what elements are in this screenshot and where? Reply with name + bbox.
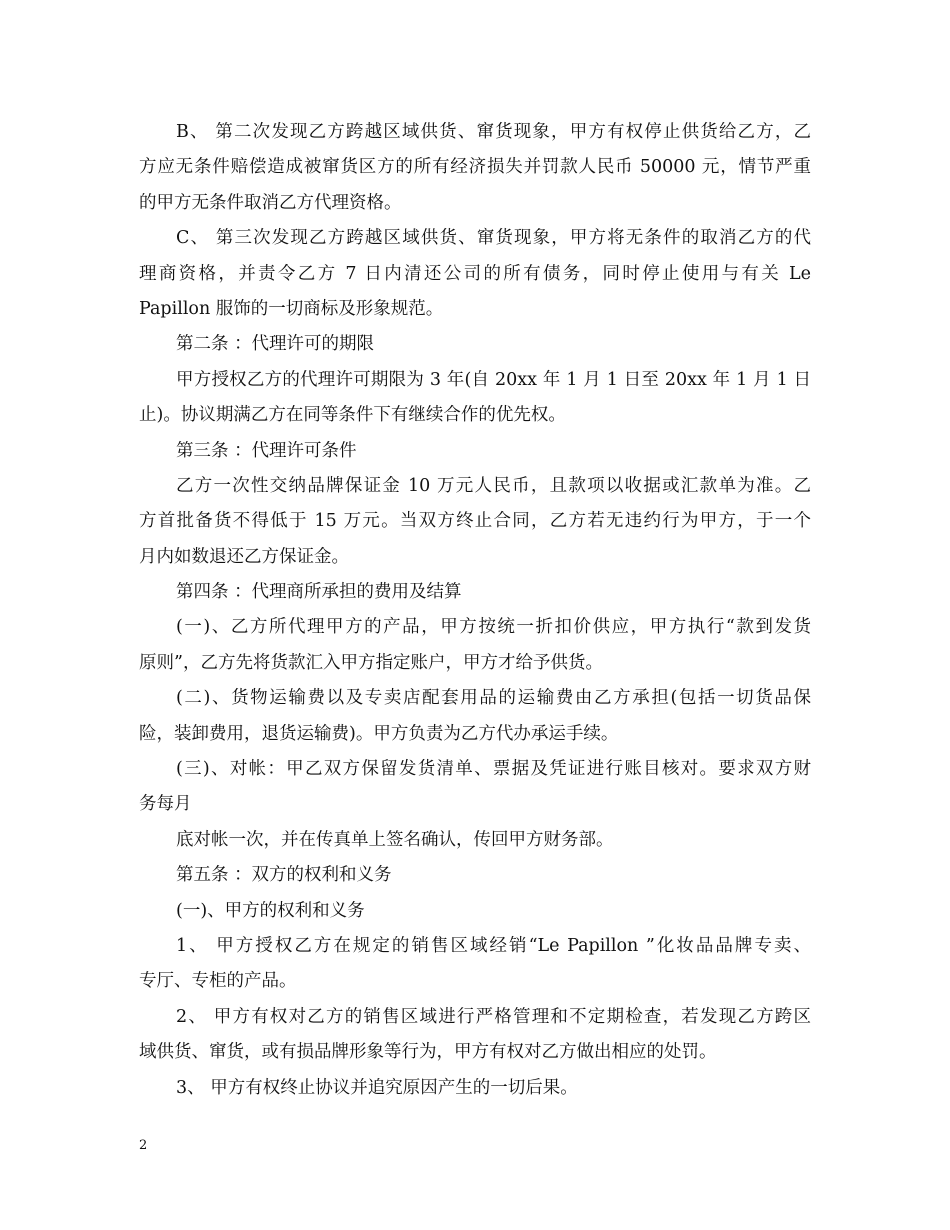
text-line: 第三条 ：代理许可条件 — [176, 440, 357, 461]
text-line: 的甲方无条件取消乙方代理资格。 — [139, 192, 402, 213]
document-body — [139, 115, 811, 1106]
text-line: 方首批备货不得低于 15 万元。当双方终止合同，乙方若无违约行为甲方，于一个 — [139, 511, 811, 532]
text-line: 第二条 ：代理许可的期限 — [176, 334, 375, 355]
text-line: 务每月 — [139, 794, 192, 815]
text-line: Papillon 服饰的一切商标及形象规范。 — [139, 298, 444, 319]
text-line: 底对帐一次，并在传真单上签名确认，传回甲方财务部。 — [176, 829, 614, 850]
text-line: 1、 甲方授权乙方在规定的销售区域经销“Le Papillon ”化妆品品牌专卖、 — [176, 935, 811, 956]
text-line: 月内如数退还乙方保证金。 — [139, 546, 349, 567]
text-line: B、 第二次发现乙方跨越区域供货、窜货现象，甲方有权停止供货给乙方，乙 — [176, 122, 811, 142]
text-line: (一)、甲方的权利和义务 — [176, 900, 365, 921]
text-line: 3、 甲方有权终止协议并追究原因产生的一切后果。 — [176, 1077, 578, 1098]
text-line: 方应无条件赔偿造成被窜货区方的所有经济损失并罚款人民币 50000 元，情节严重 — [139, 157, 811, 178]
text-line: 乙方一次性交纳品牌保证金 10 万元人民币，且款项以收据或汇款单为准。乙 — [176, 475, 811, 496]
page-number: 2 — [139, 1138, 148, 1153]
text-line: 原则”，乙方先将货款汇入甲方指定账户，甲方才给予供货。 — [139, 652, 603, 673]
text-line: 止)。协议期满乙方在同等条件下有继续合作的优先权。 — [139, 405, 566, 426]
text-line: (一)、乙方所代理甲方的产品，甲方按统一折扣价供应，甲方执行“款到发货 — [176, 617, 811, 638]
text-line: 甲方授权乙方的代理许可期限为 3 年(自 20xx 年 1 月 1 日至 20xx 年 1 月 1 日 — [176, 369, 811, 390]
text-line: 险，装卸费用，退货运输费)。甲方负责为乙方代办承运手续。 — [139, 723, 619, 744]
text-line: 2、 甲方有权对乙方的销售区域进行严格管理和不定期检查，若发现乙方跨区 — [176, 1006, 811, 1027]
text-line: 第五条 ：双方的权利和义务 — [176, 865, 392, 886]
text-line: 专厅、专柜的产品。 — [139, 971, 297, 992]
text-line: (三)、对帐：甲乙双方保留发货清单、票据及凭证进行账目核对。要求双方财 — [176, 759, 811, 780]
text-line: 第四条 ：代理商所承担的费用及结算 — [176, 582, 462, 603]
text-line: (二)、货物运输费以及专卖店配套用品的运输费由乙方承担(包括一切货品保 — [176, 688, 811, 709]
text-line: C、 第三次发现乙方跨越区域供货、窜货现象，甲方将无条件的取消乙方的代 — [176, 228, 811, 249]
text-line: 理商资格，并责令乙方 7 日内清还公司的所有债务，同时停止使用与有关 Le — [139, 263, 811, 284]
text-line: 域供货、窜货，或有损品牌形象等行为，甲方有权对乙方做出相应的处罚。 — [139, 1042, 717, 1063]
